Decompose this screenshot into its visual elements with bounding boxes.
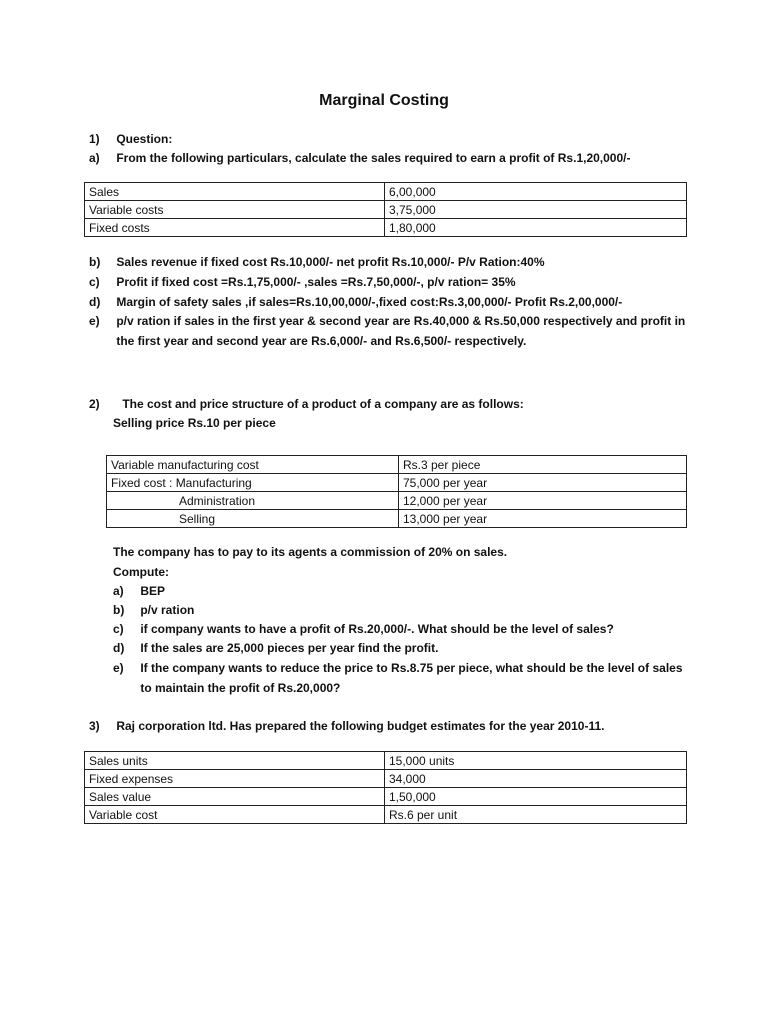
table-row (85, 219, 687, 237)
table-row (85, 770, 687, 788)
list-item-label: e) (113, 661, 124, 675)
q3-table (84, 751, 687, 824)
list-item-text: Margin of safety sales ,if sales=Rs.10,00,000/-,fixed cost:Rs.3,00,000/- Profit Rs.2,00,000/- (116, 295, 623, 309)
table-cell-value: 1,80,000 (385, 219, 687, 237)
list-item-text: to maintain the profit of Rs.20,000? (140, 681, 341, 695)
list-item-label: b) (113, 603, 125, 617)
table-cell-label: Sales (85, 183, 385, 201)
list-item-label: b) (89, 255, 101, 269)
list-item-label: c) (113, 622, 124, 636)
table-row (107, 510, 687, 528)
list-item (89, 255, 545, 269)
table-cell-label: Administration (107, 492, 399, 510)
page-title: Marginal Costing (319, 92, 449, 109)
q2-paragraph: The company has to pay to its agents a commission of 20% on sales. (113, 545, 508, 559)
list-item-text: If the sales are 25,000 pieces per year find the profit. (140, 641, 439, 655)
table-cell-label: Fixed costs (85, 219, 385, 237)
table-cell-label: Sales units (85, 752, 385, 770)
q3-heading: Raj corporation ltd. Has prepared the following budget estimates for the year 2010-11. (116, 719, 605, 733)
table-cell-value: Rs.6 per unit (385, 806, 687, 824)
list-item-text: If the company wants to reduce the price to Rs.8.75 per piece, what should be the level of sales (140, 661, 683, 675)
list-item (113, 603, 194, 617)
list-item-text: the first year and second year are Rs.6,000/- and Rs.6,500/- respectively. (116, 334, 527, 348)
q3-number: 3) (89, 719, 100, 733)
list-item (113, 584, 165, 598)
table-row (107, 492, 687, 510)
list-item-text: p/v ration if sales in the first year & second year are Rs.40,000 & Rs.50,000 respectively and profit in (116, 314, 686, 328)
q1-a-line (89, 151, 630, 165)
table-cell-label: Selling (107, 510, 399, 528)
list-item (113, 661, 683, 675)
table-cell-value: 1,50,000 (385, 788, 687, 806)
q1-a-label: a) (89, 151, 100, 165)
table-cell-value: 15,000 units (385, 752, 687, 770)
list-item-label: e) (89, 314, 100, 328)
table-cell-label: Sales value (85, 788, 385, 806)
table-row (85, 806, 687, 824)
q2-compute-label: Compute: (113, 565, 169, 579)
list-item-text: if company wants to have a profit of Rs.20,000/-. What should be the level of sales? (140, 622, 614, 636)
table-row (107, 456, 687, 474)
q1-heading: Question: (116, 132, 173, 146)
table-row (85, 752, 687, 770)
list-item-label: d) (113, 641, 125, 655)
q2-subheading: Selling price Rs.10 per piece (113, 416, 276, 430)
q1-table (84, 182, 687, 237)
list-item-continuation (113, 681, 340, 695)
list-item (89, 314, 685, 328)
table-cell-label: Variable manufacturing cost (107, 456, 399, 474)
list-item (113, 622, 614, 636)
q3-heading-line (89, 719, 604, 733)
list-item (89, 295, 622, 309)
table-cell-label: Fixed expenses (85, 770, 385, 788)
table-cell-value: 6,00,000 (385, 183, 687, 201)
table-cell-value: Rs.3 per piece (399, 456, 687, 474)
q1-heading-line (89, 132, 172, 146)
table-row (107, 474, 687, 492)
table-cell-label: Variable costs (85, 201, 385, 219)
list-item-label: a) (113, 584, 124, 598)
table-cell-label: Variable cost (85, 806, 385, 824)
table-cell-value: 75,000 per year (399, 474, 687, 492)
table-cell-value: 12,000 per year (399, 492, 687, 510)
list-item (113, 641, 438, 655)
q2-heading-line (89, 397, 524, 411)
q1-number: 1) (89, 132, 100, 146)
list-item-text: p/v ration (140, 603, 195, 617)
list-item (89, 275, 516, 289)
list-item-label: c) (89, 275, 100, 289)
list-item-text: BEP (140, 584, 166, 598)
table-row (85, 201, 687, 219)
table-cell-value: 3,75,000 (385, 201, 687, 219)
q2-table (106, 455, 687, 528)
table-cell-value: 34,000 (385, 770, 687, 788)
table-row (85, 788, 687, 806)
list-item-text: Profit if fixed cost =Rs.1,75,000/- ,sales =Rs.7,50,000/-, p/v ration= 35% (116, 275, 516, 289)
q2-number: 2) (89, 397, 100, 411)
list-item-continuation (89, 334, 526, 348)
q1-a-text: From the following particulars, calculate the sales required to earn a profit of Rs.1,20,000/- (116, 151, 631, 165)
table-row (85, 183, 687, 201)
q2-heading: The cost and price structure of a product of a company are as follows: (122, 397, 524, 411)
table-cell-label: Fixed cost : Manufacturing (107, 474, 399, 492)
table-cell-value: 13,000 per year (399, 510, 687, 528)
list-item-label: d) (89, 295, 101, 309)
list-item-text: Sales revenue if fixed cost Rs.10,000/- net profit Rs.10,000/- P/v Ration:40% (116, 255, 545, 269)
